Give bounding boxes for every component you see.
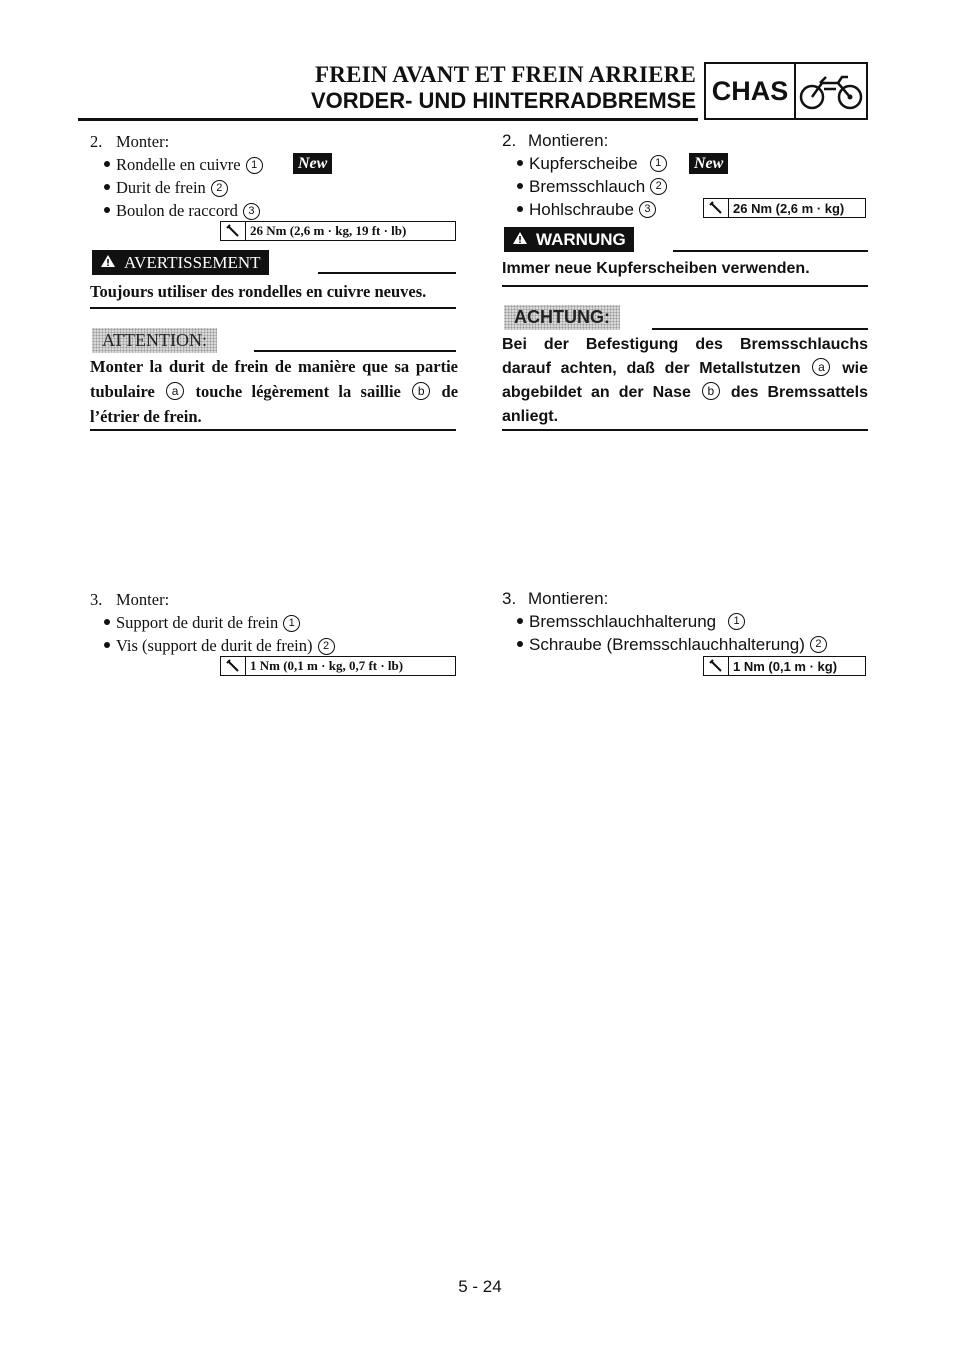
- bullet-icon: [104, 642, 110, 648]
- list-item: Bremsschlauch 2: [517, 177, 667, 197]
- caution-badge: ATTENTION:: [92, 328, 217, 353]
- new-part-badge: New: [293, 153, 332, 174]
- divider: [502, 285, 868, 287]
- list-item: Schraube (Bremsschlauchhalterung) 2: [517, 635, 827, 655]
- wrench-icon: [221, 657, 246, 675]
- new-part-badge: New: [689, 153, 728, 174]
- torque-spec: 1 Nm (0,1 m · kg): [703, 656, 866, 676]
- section-tab: [704, 62, 868, 120]
- caution-text: Bei der Befestigung des Bremsschlauchs darauf achten, daß der Metallstutzen a wie abgebildet an der Nase b des Bremssattels anliegt.: [502, 336, 868, 425]
- list-item: Hohlschraube 3: [517, 200, 656, 220]
- list-item: Support de durit de frein 1: [104, 613, 300, 633]
- warning-triangle-icon: [100, 253, 116, 273]
- de-step3-heading: 3. Montieren:: [502, 589, 609, 608]
- warning-triangle-icon: [512, 230, 528, 250]
- warning-badge: AVERTISSEMENT: [92, 250, 269, 275]
- bullet-icon: [104, 207, 110, 213]
- divider: [318, 272, 456, 274]
- torque-spec: 26 Nm (2,6 m · kg, 19 ft · lb): [220, 221, 456, 241]
- bullet-icon: [517, 183, 523, 189]
- bullet-icon: [104, 161, 110, 167]
- torque-spec: 1 Nm (0,1 m · kg, 0,7 ft · lb): [220, 656, 456, 676]
- torque-spec: 26 Nm (2,6 m · kg): [703, 198, 866, 218]
- divider: [90, 429, 456, 431]
- caution-badge: ACHTUNG:: [504, 305, 620, 330]
- list-item: Boulon de raccord 3: [104, 201, 260, 221]
- bullet-icon: [104, 619, 110, 625]
- bullet-icon: [104, 184, 110, 190]
- motorcycle-icon: [796, 64, 866, 118]
- wrench-icon: [221, 222, 246, 240]
- divider: [502, 429, 868, 431]
- page-number: 5 - 24: [458, 1277, 502, 1296]
- warning-badge: WARNUNG: [504, 227, 634, 252]
- bullet-icon: [517, 206, 523, 212]
- list-item: Kupferscheibe 1: [517, 154, 667, 174]
- bullet-icon: [517, 160, 523, 166]
- list-item: Durit de frein 2: [104, 178, 228, 198]
- warning-text: Immer neue Kupferscheiben verwenden.: [502, 260, 810, 277]
- divider: [652, 328, 868, 330]
- fr-step3-heading: 3. Monter:: [90, 590, 170, 609]
- de-step2-heading: 2. Montieren:: [502, 131, 609, 150]
- fr-step2-heading: 2. Monter:: [90, 132, 170, 151]
- list-item: Rondelle en cuivre 1: [104, 155, 263, 175]
- warning-text: Toujours utiliser des rondelles en cuivre neuves.: [90, 282, 427, 301]
- list-item: Vis (support de durit de frein) 2: [104, 636, 335, 656]
- list-item: Bremsschlauchhalterung 1: [517, 612, 745, 632]
- divider: [254, 350, 456, 352]
- divider: [673, 250, 868, 252]
- bullet-icon: [517, 641, 523, 647]
- wrench-icon: [704, 199, 729, 217]
- header-title-de: VORDER- UND HINTERRADBREMSE: [310, 88, 696, 113]
- divider: [90, 307, 456, 309]
- section-code: CHAS: [706, 64, 796, 118]
- caution-text: Monter la durit de frein de manière que sa partie tubulaire a touche légèrement la saillie b de l’étrier de frein.: [90, 357, 459, 426]
- header-rule: [78, 118, 698, 121]
- header-title-fr: FREIN AVANT ET FREIN ARRIERE: [315, 62, 696, 87]
- wrench-icon: [704, 657, 729, 675]
- bullet-icon: [517, 618, 523, 624]
